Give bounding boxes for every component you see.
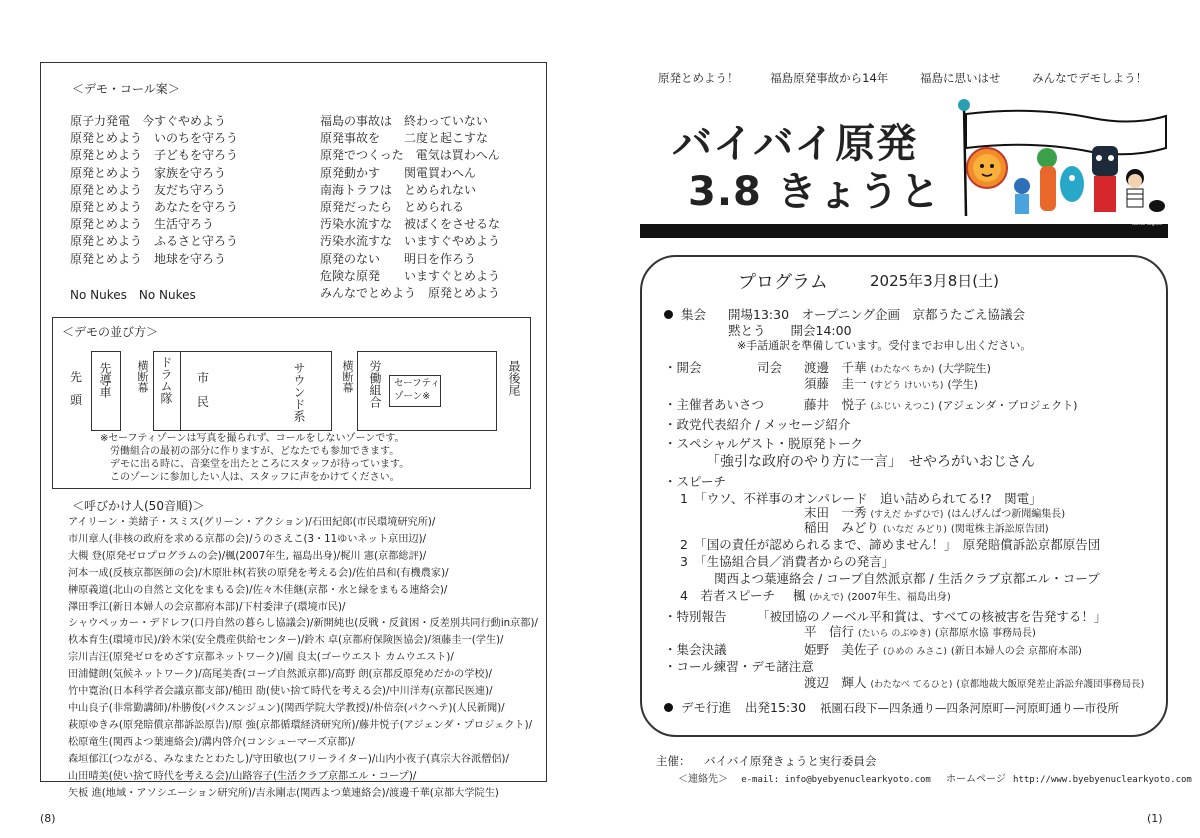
- banner-label-2: 横断幕: [341, 360, 354, 393]
- caller-line: 榊原義道(北山の自然と文化をまもる会)/佐々木佳継(京都・水と緑をまもる連絡会)/: [68, 584, 448, 596]
- caller-line: 森垣郁江(つながる、みなまたとわたし)/守田敏也(フリーライター)/山内小夜子(真宗大谷派僧侶)/: [68, 753, 509, 765]
- opening-label: ・開会: [664, 360, 702, 375]
- event-title-line2: 3.8 きょうと: [688, 169, 941, 215]
- resolution-kana: (ひめの みさこ): [883, 647, 947, 657]
- bullet-icon: [664, 310, 673, 319]
- rally-line2: 黙とう 開会14:00: [728, 323, 852, 338]
- speech-1-p1-name: 末田 一秀: [804, 505, 867, 520]
- speech-2: 2 「国の責任が認められるまで、諦めません！」 原発賠償訴訟京都原告団: [680, 537, 1101, 552]
- call-item: 危険な原発 いますぐとめよう: [320, 268, 501, 283]
- call-item: 福島の事故は 終わっていない: [320, 114, 488, 128]
- call-item: 原発だったら とめられる: [320, 200, 465, 215]
- page-number-left: (8): [40, 812, 56, 825]
- sound-system-label: サウンド系: [292, 362, 306, 422]
- formation-title: ＜デモの並び方＞: [62, 325, 159, 339]
- bullet-icon: [664, 703, 673, 712]
- citizens-box: [180, 351, 332, 431]
- homepage-link[interactable]: http://www.byebyenuclearkyoto.com: [1013, 775, 1192, 785]
- call-item: 原発事故を 二度と起こすな: [320, 131, 489, 146]
- slogan-1: 原発とめよう！: [658, 71, 739, 85]
- parties-line: ・政党代表紹介 / メッセージ紹介: [664, 417, 851, 432]
- special-guest-talk: 「強引な政府のやり方に一言」 せやろがいおじさん: [706, 454, 1035, 470]
- citizens-label-2: 民: [197, 395, 210, 409]
- opening-role: 司会: [757, 360, 783, 375]
- march-time: 出発15:30: [745, 700, 807, 715]
- special-report-label: ・特別報告: [664, 609, 727, 624]
- organizer-name: バイバイ原発きょうと実行委員会: [704, 754, 877, 768]
- illustration-credit: Kuniko Sugiura: [1132, 221, 1162, 226]
- call-practice-kana: (わたなべ てるひと): [870, 680, 953, 690]
- formation-note: ※セーフティゾーンは写真を撮られず、コールをしないゾーンです。 労働組合の最初の部分に作りますが、どなたでも参加できます。 デモに出る時に、音楽堂を出たところにスタッフが待っています。 このゾーンに参加したい人は、スタッフに声をかけてください。: [100, 433, 410, 483]
- call-item: 原発のない 明日を作ろう: [320, 251, 477, 266]
- slogan-2: 福島原発事故から14年: [770, 71, 889, 85]
- host-2: [804, 374, 978, 392]
- caller-line: 宗川吉汪(原発ゼロをめざす京都ネットワーク)/園 良太(ゴーウエスト カムウエスト)/: [68, 652, 454, 664]
- rally-row: [664, 305, 706, 323]
- call-item: 原発とめよう 家族を守ろう: [70, 165, 227, 180]
- speech-3-title: 3 「生協組合員／消費者からの発言」: [680, 554, 895, 569]
- rally-label: 集会: [681, 307, 707, 322]
- call-item: 原発動かす 関電買わへん: [320, 165, 477, 180]
- speech-label: ・スピーチ: [664, 474, 727, 489]
- call-item: 原発とめよう 子どもを守ろう: [70, 148, 239, 163]
- program-date: 2025年3月8日(土): [870, 272, 999, 290]
- speech-1-title: 1 「ウソ、不祥事のオンパレード 追い詰められてる!? 関電」: [680, 491, 1042, 506]
- slogan-3: 福島に思いはせ: [919, 71, 1001, 85]
- greeting-name: 藤井 悦子: [804, 397, 867, 412]
- slogan-line: [658, 70, 1175, 86]
- calls-list-right: [320, 113, 500, 302]
- special-report-aff: (京都原水協 事務局長): [934, 628, 1036, 639]
- caller-line: 竹中寛治(日本科学者会議京都支部)/槌田 劭(使い捨て時代を考える会)/中川洋寿(京都民医連)/: [68, 686, 493, 698]
- calls-title: ＜デモ・コール案＞: [72, 82, 180, 96]
- organizer-label: 主催：: [656, 754, 691, 768]
- rally-note: ※手話通訳を準備しています。受付までお申し出ください。: [737, 339, 1032, 352]
- formation-front-2: 頭: [70, 393, 83, 407]
- contact-email[interactable]: e-mail: info@byebyenuclearkyoto.com: [741, 775, 931, 785]
- caller-line: 杦本育生(環境市民)/鈴木栄(安全農産供給センター)/鈴木 卓(京都府保険医協会)/須藤圭一(学生)/: [68, 635, 504, 647]
- slogan-4: みんなでデモしよう！: [1032, 71, 1148, 85]
- lead-car-label: 先導車: [98, 362, 112, 398]
- call-item: 原発とめよう 生活守ろう: [70, 217, 215, 232]
- tail-label: 最後尾: [507, 360, 521, 396]
- caller-line: 大槻 登(原発ゼロプログラムの会)/楓(2007年生, 福島出身)/梶川 憲(京都総評)/: [68, 550, 427, 562]
- greeting-label: ・主催者あいさつ: [664, 397, 765, 412]
- call-practice-name: 渡辺 輝人: [804, 675, 867, 690]
- contact-label: ＜連絡先＞: [678, 774, 728, 785]
- organizer-line: [656, 753, 876, 769]
- page-number-right: (1): [1147, 812, 1163, 825]
- no-nukes-call: No Nukes No Nukes: [70, 288, 196, 302]
- speech-1-person-2: [804, 518, 1049, 536]
- caller-line: シャウペッカー・デドレフ(口丹自然の暮らし協議会)/新開純也(反戦・反貧困・反差別共同行動in京都)/: [68, 618, 538, 630]
- caller-line: 澤田季江(新日本婦人の会京都府本部)/下村委津子(環境市民)/: [68, 601, 346, 613]
- speech-4-aff: (2007年生、福島出身): [847, 592, 951, 603]
- call-item: 汚染水流すな 被ばくをさせるな: [320, 217, 501, 232]
- call-practice-aff: (京都地裁大飯原発差止訴訟弁護団事務局長): [956, 679, 1145, 690]
- host-2-aff: (学生): [947, 378, 978, 391]
- special-report-speaker: [804, 622, 1036, 640]
- drum-corps-label: ドラム隊: [159, 356, 173, 404]
- speech-1-p1-aff: (はんげんぱつ新聞編集長): [947, 509, 1066, 520]
- caller-line: 中山良子(非常勤講師)/朴勝俊(パクスンジュン)(関西学院大学教授)/朴倍奈(パクヘテ)(人民新聞)/: [68, 702, 505, 714]
- contact-line: [678, 770, 1192, 785]
- call-practice-speaker: [804, 673, 1144, 691]
- safety-zone-label: セーフティ ゾーン※: [394, 378, 440, 402]
- host-2-kana: (すどう けいいち): [870, 381, 944, 391]
- call-item: 原発とめよう あなたを守ろう: [70, 200, 239, 215]
- call-item: 原発とめよう いのちを守ろう: [70, 131, 239, 146]
- special-report-title: 「被団協のノーベル平和賞は、すべての核被害を告発する！」: [757, 609, 1107, 624]
- call-practice-label: ・コール練習・デモ諸注意: [664, 659, 814, 674]
- union-label: 労働組合: [368, 360, 382, 408]
- speech-4: [680, 586, 951, 604]
- call-item: 南海トラフは とめられない: [320, 182, 477, 197]
- speech-3-orgs: 関西よつ葉連絡会 / コープ自然派京都 / 生活クラブ京都エル・コープ: [714, 571, 1100, 586]
- call-item: 原発でつくった 電気は買わへん: [320, 148, 500, 163]
- greeting-aff: (アジェンダ・プロジェクト): [938, 399, 1078, 412]
- caller-line: 河本一成(反核京都医師の会)/木原壯林(若狭の原発を考える会)/佐伯昌和(有機農家)/: [68, 567, 449, 579]
- greeting-speaker: [804, 395, 1077, 413]
- march-row: [664, 698, 1119, 716]
- speech-4-label: 4 若者スピーチ: [680, 588, 775, 603]
- caller-line: 市川章人(非核の政府を求める京都の会)/うのさえこ(3・11ゆいネット京田辺)/: [68, 533, 427, 545]
- call-item: 原発とめよう 地球を守ろう: [70, 251, 227, 266]
- caller-line: 萩原ゆきみ(原発賠償京都訴訟原告)/原 強(京都循環経済研究所)/藤井悦子(アジェンダ・プロジェクト)/: [68, 719, 533, 731]
- resolution-label: ・集会決議: [664, 642, 727, 657]
- greeting-kana: (ふじい えつこ): [870, 402, 935, 412]
- callers-title: ＜呼びかけ人(50音順)＞: [72, 499, 205, 513]
- caller-line: 矢板 進(地域・アソシエーション研究所)/吉永剛志(関西よつ葉連絡会)/渡邊千華(京都大学院生): [68, 787, 499, 799]
- special-report-name: 平 信行: [804, 624, 855, 639]
- caller-line: 山田晴美(使い捨て時代を考える会)/山路容子(生活クラブ京都エル・コープ)/: [68, 770, 417, 782]
- speech-1-p2-aff: (関電株主訴訟原告団): [950, 524, 1049, 535]
- parade-illustration: [952, 96, 1168, 226]
- homepage-label: ホームページ: [946, 774, 1006, 785]
- speech-4-name: 楓: [792, 588, 806, 603]
- caller-line: 松原竜生(関西よつ葉連絡会)/溝内啓介(コンシューマーズ京都)/: [68, 736, 355, 748]
- call-item: 原発とめよう 友だち守ろう: [70, 182, 227, 197]
- resolution-speaker: [804, 640, 1082, 658]
- speech-4-kana: (かえで): [809, 593, 844, 603]
- title-underline-bar: [640, 224, 1168, 238]
- march-route: 祇園石段下—四条通り—四条河原町—河原町通り—市役所: [820, 701, 1120, 715]
- special-report-kana: (たいら のぶゆき): [858, 629, 931, 639]
- resolution-name: 姫野 美佐子: [804, 642, 880, 657]
- host-1-name: 渡邊 千華: [804, 360, 867, 375]
- callers-list: [68, 515, 540, 802]
- call-item: みんなでとめよう 原発とめよう: [320, 286, 501, 301]
- sun-character: [967, 148, 1007, 188]
- formation-front-1: 先: [70, 370, 83, 384]
- host-2-name: 須藤 圭一: [804, 376, 867, 391]
- calls-list-left: [70, 113, 238, 268]
- caller-line: 田浦健朗(気候ネットワーク)/高尾美香(コープ自然派京都)/高野 朗(京都反原発めだかの学校)/: [68, 669, 492, 681]
- resolution-aff: (新日本婦人の会 京都府本部): [950, 646, 1082, 657]
- speech-1-p2-kana: (いなだ みどり): [883, 525, 947, 535]
- caller-line: アイリーン・美緒子・スミス(グリーン・アクション)/石田紀郎(市民環境研究所)/: [68, 517, 436, 528]
- citizens-label-1: 市: [197, 371, 210, 385]
- banner-label-1: 横断幕: [136, 360, 149, 393]
- march-label: デモ行進: [681, 700, 732, 715]
- host-1-aff: (大学院生): [938, 362, 991, 375]
- speech-1-p2-name: 稲田 みどり: [804, 520, 880, 535]
- speech-1-p1-kana: (すえだ かずひで): [870, 510, 944, 520]
- host-1-kana: (わたなべ ちか): [870, 365, 935, 375]
- rally-line1: 開場13:30 オープニング企画 京都うたごえ協議会: [728, 307, 1026, 322]
- call-item: 原発とめよう ふるさと守ろう: [70, 234, 239, 249]
- special-guest-label: ・スペシャルゲスト・脱原発トーク: [664, 436, 864, 451]
- event-title-line1: バイバイ原発: [672, 121, 918, 167]
- call-item: 原子力発電 今すぐやめよう: [70, 114, 227, 128]
- call-item: 汚染水流すな いますぐやめよう: [320, 234, 501, 249]
- program-title: プログラム: [738, 272, 828, 293]
